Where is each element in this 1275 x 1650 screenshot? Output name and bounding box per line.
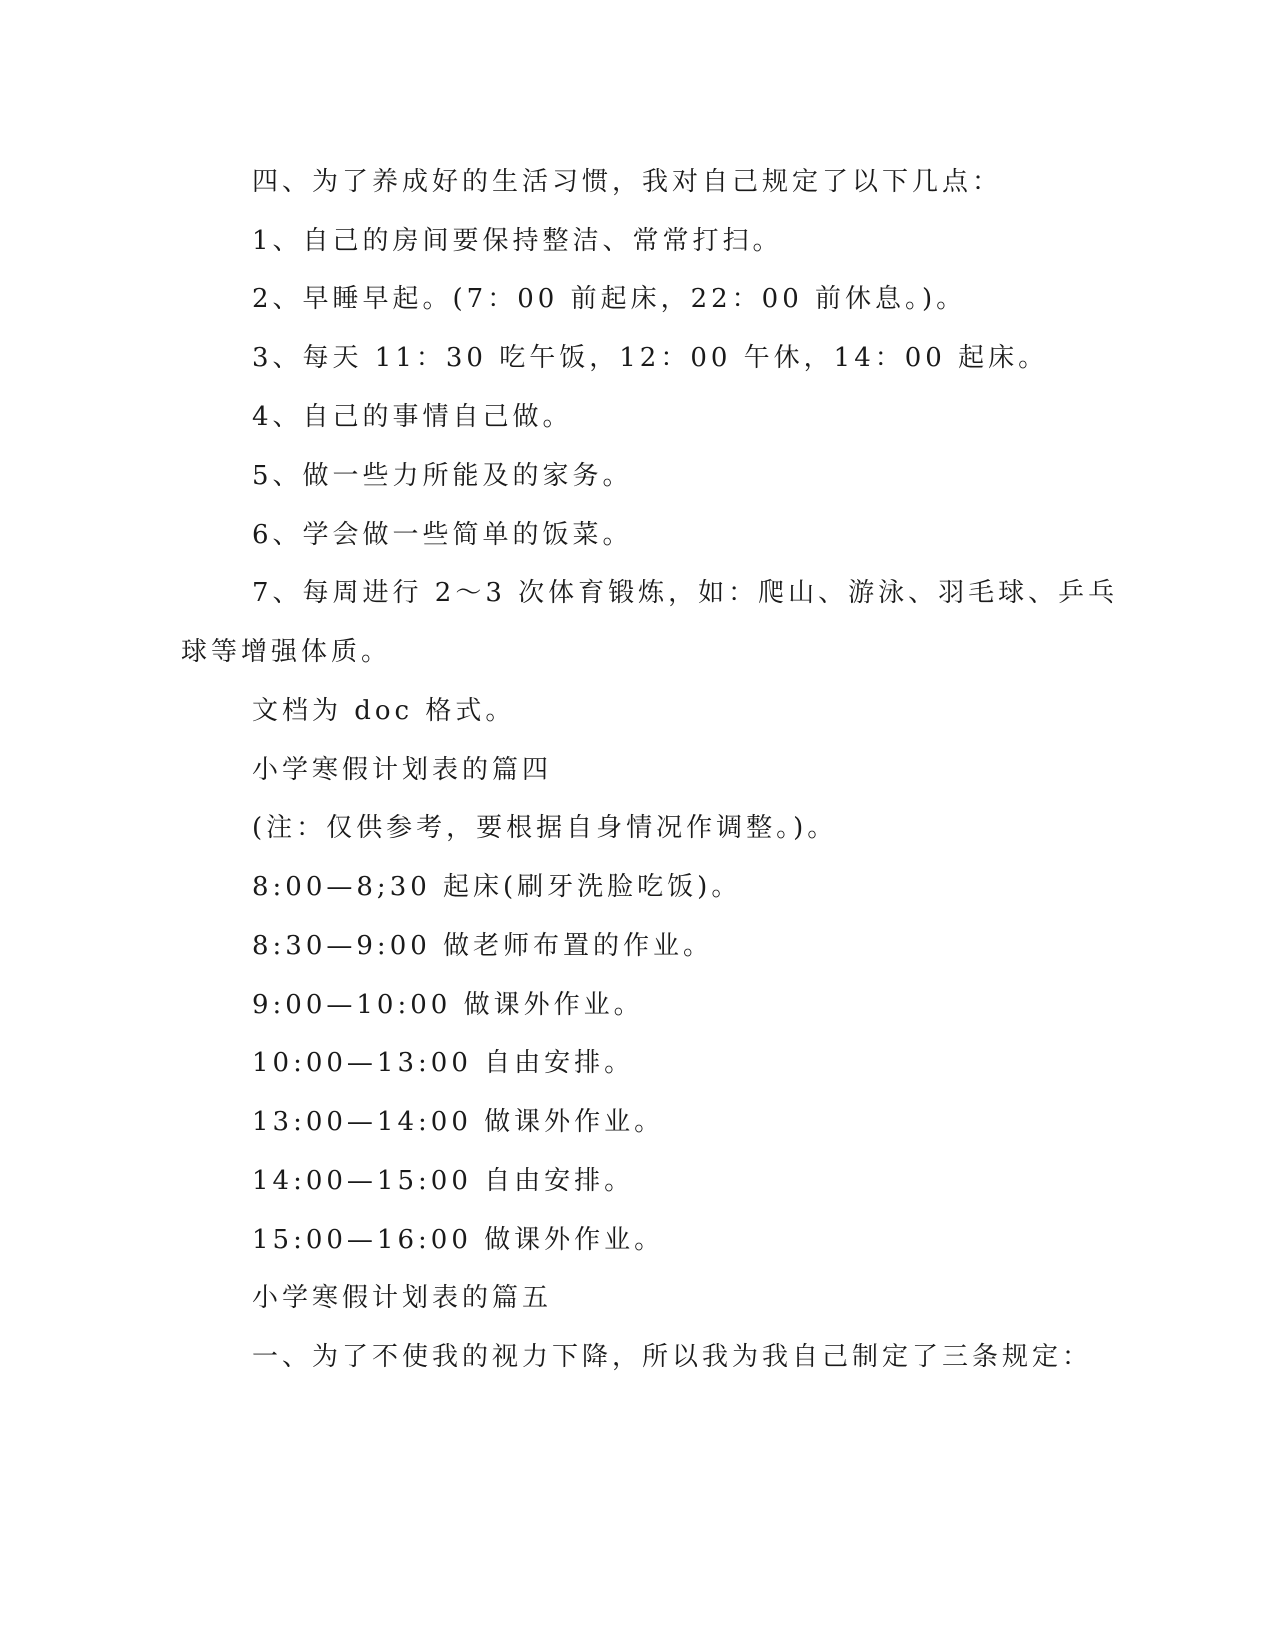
- schedule-line: 10:00—13:00 自由安排。: [252, 1048, 635, 1078]
- paragraph-line: 一、为了不使我的视力下降，所以我为我自己制定了三条规定：: [252, 1342, 1093, 1372]
- paragraph-line: 文档为 doc 格式。: [252, 696, 516, 726]
- section-heading: 小学寒假计划表的篇四: [252, 755, 553, 785]
- schedule-line: 8:30—9:00 做老师布置的作业。: [252, 931, 714, 961]
- schedule-line: 9:00—10:00 做课外作业。: [252, 990, 644, 1020]
- paragraph-line: 4、自己的事情自己做。: [252, 402, 573, 432]
- paragraph-line: 3、每天 11：30 吃午饭，12：00 午休，14：00 起床。: [252, 343, 1049, 373]
- paragraph-line: 四、为了养成好的生活习惯，我对自己规定了以下几点：: [252, 167, 1003, 197]
- paragraph-line: 1、自己的房间要保持整洁、常常打扫。: [252, 226, 783, 256]
- schedule-line: 8:00—8;30 起床(刷牙洗脸吃饭)。: [252, 872, 742, 902]
- schedule-line: 14:00—15:00 自由安排。: [252, 1166, 635, 1196]
- paragraph-line: 7、每周进行 2～3 次体育锻炼，如：爬山、游泳、羽毛球、乒乓: [252, 578, 1119, 608]
- section-heading: 小学寒假计划表的篇五: [252, 1283, 553, 1313]
- schedule-line: 15:00—16:00 做课外作业。: [252, 1225, 665, 1255]
- paragraph-line: (注：仅供参考，要根据自身情况作调整。)。: [252, 813, 838, 843]
- schedule-line: 13:00—14:00 做课外作业。: [252, 1107, 665, 1137]
- paragraph-line: 5、做一些力所能及的家务。: [252, 461, 633, 491]
- paragraph-line: 6、学会做一些简单的饭菜。: [252, 520, 633, 550]
- paragraph-line: 2、早睡早起。(7：00 前起床，22：00 前休息。)。: [252, 284, 967, 314]
- paragraph-line: 球等增强体质。: [181, 637, 392, 667]
